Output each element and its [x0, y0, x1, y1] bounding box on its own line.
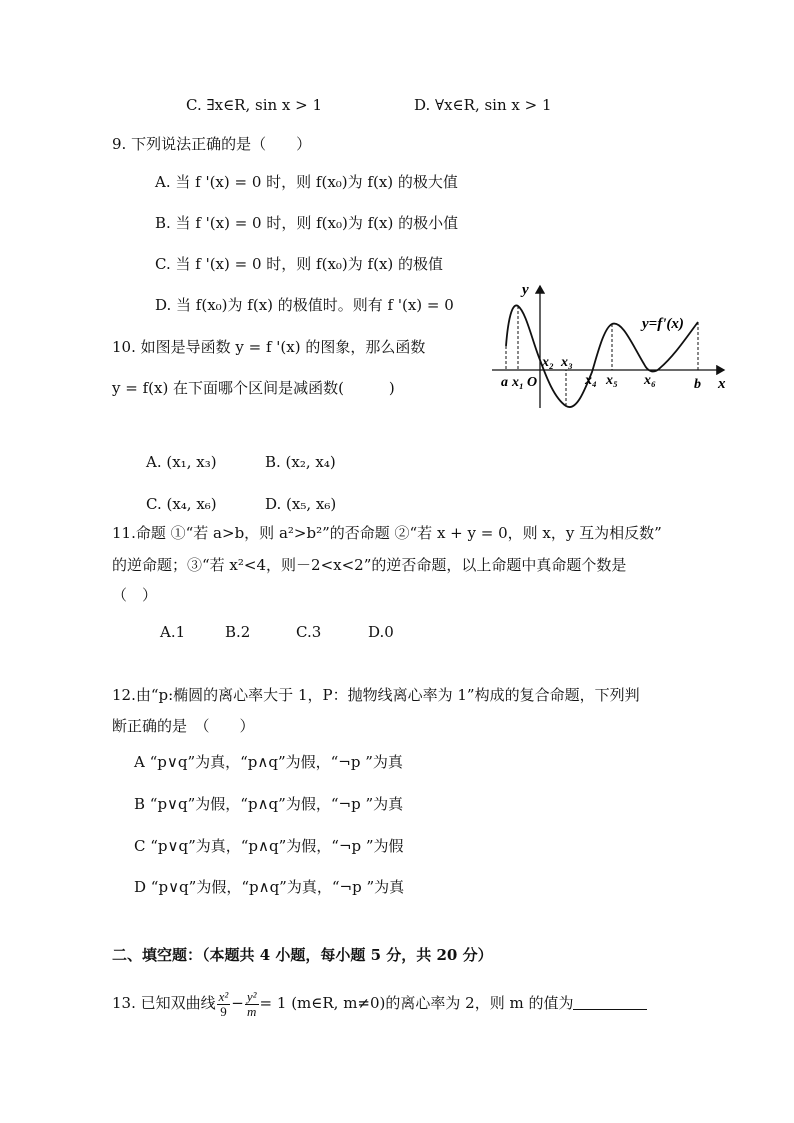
q9-stem: 9. 下列说法正确的是（ ）	[112, 135, 312, 153]
fraction-y2-over-m: $\frac{\text{y²}}{m}$	[246, 988, 257, 1019]
section-title: 二、填空题：（本题共 4 小题，每小题 5 分，共 20 分）	[112, 946, 493, 964]
q11-option-a: A.1	[160, 623, 186, 641]
q12-option-a: A “p∨q”为真，“p∧q”为假，“¬p ”为真	[134, 753, 403, 771]
q10-line2: y = f(x) 在下面哪个区间是减函数( )	[112, 379, 395, 397]
label-x3: x₃	[561, 355, 573, 370]
q12-option-b: B “p∨q”为假，“p∧q”为假，“¬p ”为真	[134, 795, 404, 813]
q11-line1: 11.命题 ①“若 a>b，则 a²>b²”的否命题 ②“若 x + y = 0，则 x，y 互为相反数”	[112, 524, 662, 542]
q9-option-d: D. 当 f(x₀)为 f(x) 的极值时。则有 f '(x) = 0	[155, 296, 454, 314]
q8-option-d: D. ∀x∈R, sin x > 1	[414, 96, 552, 114]
q11-option-d: D.0	[368, 623, 394, 641]
label-curve: y=f'(x)	[642, 316, 684, 332]
label-x5: x₅	[606, 373, 618, 388]
q13-suffix: = 1 (m∈R, m≠0)的离心率为 2，则 m 的值为	[259, 994, 574, 1012]
q8-option-c: C. ∃x∈R, sin x > 1	[186, 96, 323, 114]
label-o: O	[527, 375, 538, 390]
q9-option-a: A. 当 f '(x) = 0 时，则 f(x₀)为 f(x) 的极大值	[155, 173, 458, 191]
q13-line	[112, 988, 647, 1019]
q10-option-b: B. (x₂, x₄)	[265, 453, 336, 471]
q11-option-b: B.2	[225, 623, 251, 641]
label-a: a	[501, 375, 508, 390]
q12-line2: 断正确的是 （ ）	[112, 717, 255, 735]
q11-line3: （ ）	[112, 586, 158, 604]
q11-line2: 的逆命题；③“若 x²<4，则－2<x<2”的逆否命题，以上命题中真命题个数是	[112, 556, 627, 574]
q10-option-a: A. (x₁, x₃)	[146, 453, 217, 471]
answer-blank[interactable]	[573, 995, 647, 1010]
q12-option-c: C “p∨q”为真，“p∧q”为假，“¬p ”为假	[134, 837, 404, 855]
q10-line1: 10. 如图是导函数 y = f '(x) 的图象，那么函数	[112, 338, 426, 356]
minus-sign: −	[231, 994, 244, 1012]
label-x1: x₁	[512, 375, 524, 390]
q10-option-d: D. (x₅, x₆)	[265, 495, 337, 513]
label-x6: x₆	[644, 373, 656, 388]
label-x: x	[718, 376, 726, 392]
q9-option-b: B. 当 f '(x) = 0 时，则 f(x₀)为 f(x) 的极小值	[155, 214, 459, 232]
q11-option-c: C.3	[296, 623, 322, 641]
fraction-x2-over-9: $\frac{\text{x²}}{9}$	[218, 988, 229, 1019]
q9-option-c: C. 当 f '(x) = 0 时，则 f(x₀)为 f(x) 的极值	[155, 255, 444, 273]
q12-option-d: D “p∨q”为假，“p∧q”为真，“¬p ”为真	[134, 878, 405, 896]
q10-option-c: C. (x₄, x₆)	[146, 495, 217, 513]
label-y: y	[522, 282, 529, 298]
label-x4: x₄	[585, 373, 597, 388]
q13-prefix: 13. 已知双曲线	[112, 994, 216, 1012]
label-b: b	[694, 377, 701, 392]
derivative-graph	[488, 280, 760, 420]
label-x2: x₂	[542, 355, 554, 370]
q12-line1: 12.由“p:椭圆的离心率大于 1，P：抛物线离心率为 1”构成的复合命题，下列判	[112, 686, 640, 704]
